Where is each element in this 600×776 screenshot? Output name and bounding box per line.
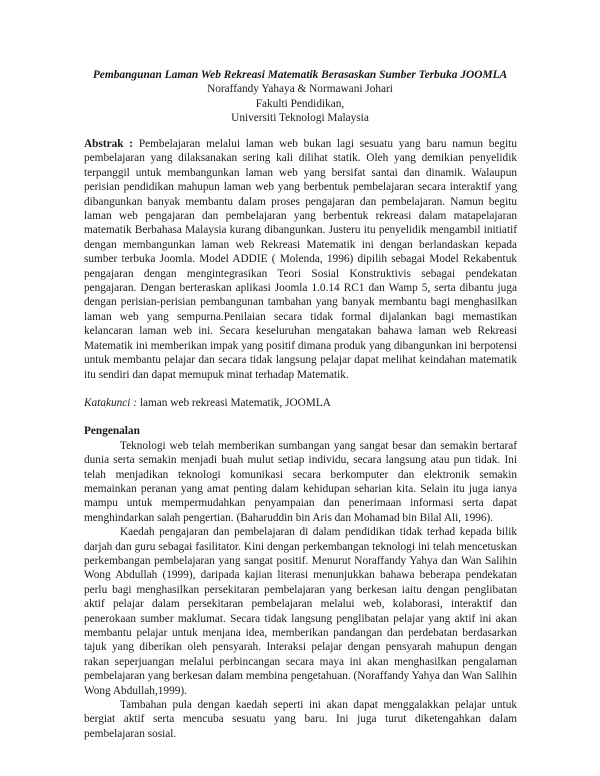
intro-paragraph-3: Tambahan pula dengan kaedah seperti ini akan dapat menggalakkan pelajar untuk bergiat aktif serta mencuba sesuatu yang baru. Ini juga turut diketengahkan dalam pembelajaran sosial. — [84, 699, 517, 740]
abstract-paragraph — [84, 137, 517, 382]
intro-paragraph-1: Teknologi web telah memberikan sumbangan yang sangat besar dan semakin bertaraf dunia serta semakin menjadi buah mulut setiap individu, secara langsung atau pun tidak. Ini telah menjadikan teknologi komunikasi secara berkomputer dan elektronik semakin memainkan peranan yang amat penting dalam kehidupan seharian kita. Selain itu juga ianya mampu untuk mempermudahkan penyampaian dan penerimaan informasi serta dapat menghindarkan salah pengertian. (Baharuddin bin Aris dan Mohamad bin Bilal Ali, 1996). — [84, 439, 517, 524]
paper-body — [84, 137, 517, 741]
paper-university: Universiti Teknologi Malaysia — [231, 112, 369, 125]
keywords-text: laman web rekreasi Matematik, JOOMLA — [137, 396, 331, 409]
keywords-label: Katakunci : — [84, 396, 138, 409]
abstract-text: Pembelajaran melalui laman web bukan lagi sesuatu yang baru namun begitu pembelajaran yang dilaksanakan sering kali dilihat statik. Oleh yang demikian penyelidik terpanggil untuk membangunkan laman web yang bersifat santai dan dinamik. Walaupun perisian pendidikan mahupun laman web yang berbentuk pembelajaran secara interaktif yang dibangunkan banyak membantu dalam proses pengajaran dan pembelajaran. Namun begitu laman web pengajaran dan pembelajaran yang berbentuk rekreasi dalam matapelajaran matematik Berbahasa Malaysia kurang dibangunkan. Justeru itu penyelidik mengambil initiatif dengan membangunkan laman web Rekreasi Matematik ini dengan berlandaskan kepada sumber terbuka Joomla. Model ADDIE ( Molenda, 1996) dipilih sebagai Model Rekabentuk pengajaran dengan mengintegrasikan Teori Sosial Konstruktivis sebagai pendekatan pengajaran. Dengan berteraskan aplikasi Joomla 1.0.14 RC1 dan Wamp 5, serta dibantu juga dengan perisian-perisian pembangunan tambahan yang banyak membantu bagi menghasilkan laman web yang sempurna.Penilaian secara tidak formal dijalankan bagi memastikan kelancaran laman web ini. Secara keseluruhan mengatakan bahawa laman web Rekreasi Matematik ini memberikan impak yang positif dimana produk yang dibangunkan ini berpotensi untuk membantu pelajar dan secara tidak langsung pelajar dapat melihat keindahan matematik itu sendiri dan dapat memupuk minat terhadap Matematik. — [84, 138, 518, 381]
paper-authors: Noraffandy Yahaya & Normawani Johari — [207, 83, 393, 96]
paper-faculty: Fakulti Pendidikan, — [255, 97, 345, 110]
intro-paragraph-2: Kaedah pengajaran dan pembelajaran di dalam pendidikan tidak terhad kepada bilik darjah dan guru sebagai fasilitator. Kini dengan perkembangan teknologi ini telah mencetuskan perkembangan pembelajaran yang sangat positif. Menurut Noraffandy Yahya dan Wan Salihin Wong Abdullah (1999), daripada kajian literasi menunjukkan bahawa beberapa pendekatan perlu bagi menghasilkan persekitaran pembelajaran yang berkesan iaitu dengan penglibatan aktif pelajar dalam persekitaran pembelajaran melalui web, kolaborasi, interaktif dan penerokaan sumber maklumat. Secara tidak langsung penglibatan pelajar yang aktif ini akan membantu pelajar untuk menjana idea, memberikan pandangan dan perdebatan berdasarkan tajuk yang diberikan oleh pensyarah. Interaksi pelajar dengan pensyarah mahupun dengan rakan seperjuangan melalui perbincangan secara maya ini akan menghasilkan pengalaman pembelajaran yang berkesan dalam membina pengetahuan. (Noraffandy Yahya dan Wan Salihin Wong Abdullah,1999). — [84, 526, 517, 697]
section-heading-introduction: Pengenalan — [84, 425, 140, 438]
abstract-label: Abstrak : — [84, 138, 134, 150]
paper-title: Pembangunan Laman Web Rekreasi Matematik Berasaskan Sumber Terbuka JOOMLA — [92, 69, 508, 81]
paper-header — [0, 68, 600, 126]
keywords-line — [84, 396, 517, 410]
